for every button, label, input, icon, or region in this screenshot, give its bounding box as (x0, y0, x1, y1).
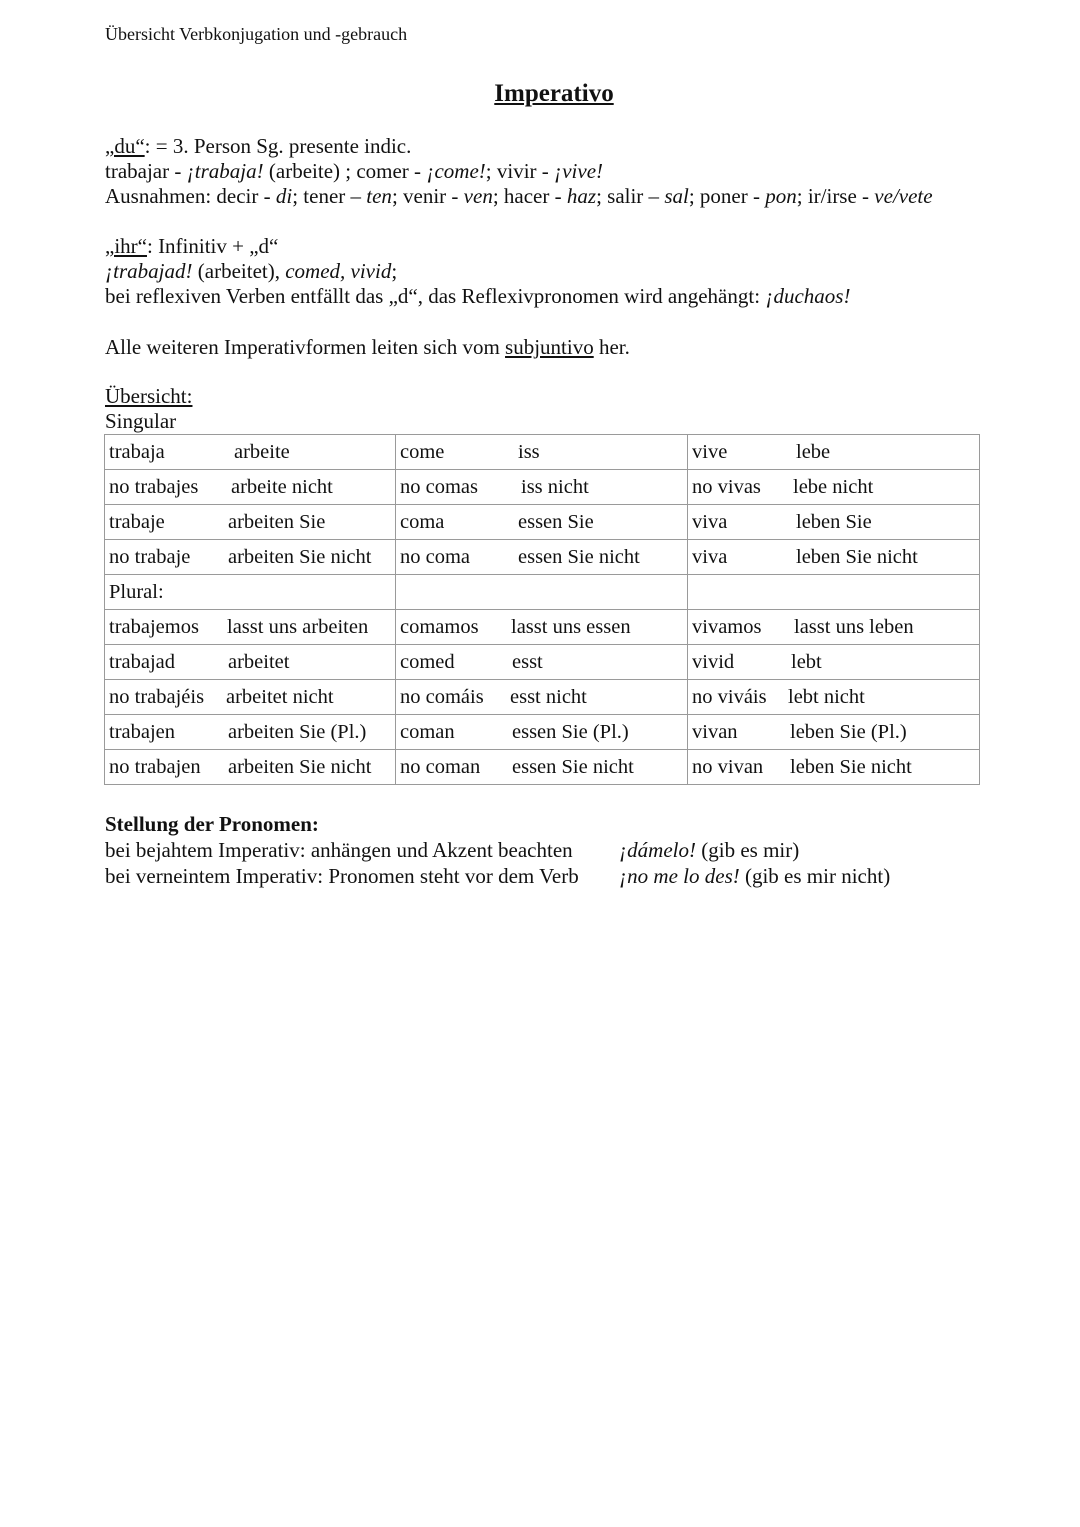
table-cell (105, 645, 396, 680)
spanish-form: vivan (692, 721, 738, 743)
table-cell (688, 435, 980, 470)
table-cell (688, 715, 980, 750)
table-cell (105, 750, 396, 785)
note-text: Alle weiteren Imperativformen leiten sich vom (105, 335, 506, 359)
table-row (105, 610, 980, 645)
negative-rule-row (105, 863, 891, 889)
spanish-form: no vivan (692, 756, 764, 778)
du-label: „du“ (105, 134, 145, 158)
exc-form: ve/vete (874, 184, 933, 208)
overview-labels (105, 384, 192, 434)
affirmative-example-german: (gib es mir) (696, 838, 800, 862)
german-translation: arbeitet nicht (226, 686, 334, 708)
german-translation: arbeite nicht (231, 476, 333, 498)
exc-text: ; tener – (292, 184, 367, 208)
table-cell (688, 750, 980, 785)
spanish-form: no trabaje (109, 546, 191, 568)
german-translation: leben Sie (Pl.) (790, 721, 907, 743)
note-text: her. (593, 335, 630, 359)
table-cell (688, 645, 980, 680)
spanish-form: trabaja (109, 441, 165, 463)
ihr-section (105, 234, 850, 309)
german-translation: essen Sie nicht (512, 756, 634, 778)
table-cell (688, 470, 980, 505)
german-translation: leben Sie (796, 511, 872, 533)
table-cell (396, 470, 688, 505)
du-rule: : = 3. Person Sg. presente indic. (144, 134, 412, 158)
ihr-label: „ihr“ (105, 234, 147, 258)
affirmative-rule-row (105, 837, 800, 863)
german-translation: lebt nicht (788, 686, 865, 708)
spanish-form: vive (692, 441, 728, 463)
table-cell (396, 575, 688, 610)
du-ex-trabaja: ¡trabaja! (186, 159, 264, 183)
german-translation: essen Sie nicht (518, 546, 640, 568)
table-row (105, 470, 980, 505)
negative-rule: bei verneintem Imperativ: Pronomen steht vor dem Verb (105, 864, 579, 888)
exc-form: pon (765, 184, 797, 208)
table-cell (688, 610, 980, 645)
table-cell (396, 610, 688, 645)
ihr-examples-line (105, 259, 850, 284)
ihr-reflexive-line (105, 284, 850, 309)
spanish-form: no trabajéis (109, 686, 205, 708)
table-cell (396, 435, 688, 470)
affirmative-example-spanish: ¡dámelo! (619, 838, 696, 862)
exc-form: di (275, 184, 293, 208)
conjugation-table (104, 434, 980, 785)
plural-label (105, 575, 396, 610)
affirmative-rule: bei bejahtem Imperativ: anhängen und Akzent beachten (105, 838, 573, 862)
table-cell (396, 645, 688, 680)
du-ex-vive: ¡vive! (554, 159, 604, 183)
german-translation: lebe (796, 441, 831, 463)
plural-label-text: Plural: (109, 581, 164, 603)
german-translation: arbeite (234, 441, 290, 463)
table-cell (688, 680, 980, 715)
spanish-form: vivamos (692, 616, 762, 638)
german-translation: leben Sie nicht (790, 756, 912, 778)
exc-form: sal (664, 184, 689, 208)
negative-example-german: (gib es mir nicht) (739, 864, 891, 888)
german-translation: iss (518, 441, 540, 463)
ihr-reflexive-example: ¡duchaos! (765, 284, 851, 308)
ihr-ex-comed-vivid: comed, vivid (285, 259, 392, 283)
german-translation: esst (512, 651, 543, 673)
ihr-ex-trabajad: ¡trabajad! (105, 259, 193, 283)
spanish-form: no trabajes (109, 476, 199, 498)
pronoun-section (105, 811, 891, 889)
table-row (105, 435, 980, 470)
table-cell (688, 540, 980, 575)
singular-label: Singular (105, 409, 177, 433)
ihr-ex-text: (arbeitet), (192, 259, 286, 283)
spanish-form: viva (692, 511, 728, 533)
du-examples-line (105, 159, 933, 184)
spanish-form: viva (692, 546, 728, 568)
spanish-form: vivid (692, 651, 735, 673)
table-row (105, 680, 980, 715)
german-translation: leben Sie nicht (796, 546, 918, 568)
du-ex-come: ¡come! (426, 159, 486, 183)
exc-form: haz (566, 184, 597, 208)
german-translation: lasst uns essen (511, 616, 631, 638)
spanish-form: comamos (400, 616, 479, 638)
german-translation: lasst uns arbeiten (227, 616, 369, 638)
exc-text: ; hacer - (492, 184, 567, 208)
page-title: Imperativo (494, 80, 614, 107)
spanish-form: no trabajen (109, 756, 201, 778)
table-cell (105, 435, 396, 470)
ihr-reflexive-rule: bei reflexiven Verben entfällt das „d“, das Reflexivpronomen wird angehängt: (105, 284, 766, 308)
table-cell (105, 715, 396, 750)
german-translation: arbeiten Sie (228, 511, 326, 533)
table-cell (396, 505, 688, 540)
table-cell (396, 750, 688, 785)
table-cell (396, 540, 688, 575)
spanish-form: no viváis (692, 686, 767, 708)
exc-form: ten (366, 184, 392, 208)
spanish-form: coman (400, 721, 455, 743)
table-cell (105, 505, 396, 540)
du-rule-line (105, 134, 933, 159)
subjuntivo-note (105, 335, 630, 360)
table-row (105, 505, 980, 540)
exc-text: ; salir – (596, 184, 665, 208)
table-cell (105, 470, 396, 505)
du-ex-text: ; vivir - (485, 159, 555, 183)
page-header: Übersicht Verbkonjugation und -gebrauch (105, 24, 408, 44)
spanish-form: no coman (400, 756, 481, 778)
exc-text: ; poner - (688, 184, 766, 208)
ihr-rule-line (105, 234, 850, 259)
spanish-form: trabaje (109, 511, 165, 533)
exc-text: ; venir - (391, 184, 464, 208)
spanish-form: trabajad (109, 651, 176, 673)
german-translation: lebt (791, 651, 822, 673)
spanish-form: no comas (400, 476, 478, 498)
table-row-plural-header (105, 575, 980, 610)
note-subjuntivo: subjuntivo (505, 335, 594, 359)
german-translation: iss nicht (521, 476, 589, 498)
spanish-form: no vivas (692, 476, 761, 498)
spanish-form: no coma (400, 546, 471, 568)
spanish-form: trabajemos (109, 616, 199, 638)
table-cell (396, 715, 688, 750)
spanish-form: trabajen (109, 721, 176, 743)
german-translation: lasst uns leben (794, 616, 914, 638)
german-translation: arbeiten Sie (Pl.) (228, 721, 367, 743)
german-translation: arbeitet (228, 651, 290, 673)
negative-example-spanish: ¡no me lo des! (619, 864, 740, 888)
german-translation: essen Sie (518, 511, 594, 533)
table-cell (688, 505, 980, 540)
exc-text: ; ir/irse - (796, 184, 875, 208)
du-ex-text: (arbeite) ; comer - (263, 159, 427, 183)
table-cell (105, 610, 396, 645)
german-translation: arbeiten Sie nicht (228, 756, 372, 778)
german-translation: essen Sie (Pl.) (512, 721, 629, 743)
ihr-ex-text: ; (391, 259, 398, 283)
spanish-form: no comáis (400, 686, 484, 708)
affirmative-example (619, 837, 799, 863)
table-cell (105, 540, 396, 575)
negative-example (619, 863, 890, 889)
exc-form: ven (463, 184, 493, 208)
german-translation: esst nicht (510, 686, 587, 708)
ihr-rule: : Infinitiv + „d“ (146, 234, 279, 258)
german-translation: lebe nicht (793, 476, 874, 498)
pronoun-heading: Stellung der Pronomen: (105, 812, 319, 836)
spanish-form: come (400, 441, 445, 463)
german-translation: arbeiten Sie nicht (228, 546, 372, 568)
table-cell (688, 575, 980, 610)
table-row (105, 750, 980, 785)
table-cell (396, 680, 688, 715)
exc-text: Ausnahmen: decir - (105, 184, 276, 208)
table-row (105, 540, 980, 575)
overview-label: Übersicht: (105, 384, 193, 408)
table-row (105, 715, 980, 750)
du-section (105, 134, 933, 209)
spanish-form: comed (400, 651, 455, 673)
table-row (105, 645, 980, 680)
du-ex-text: trabajar - (105, 159, 187, 183)
du-exceptions-line (105, 184, 933, 209)
spanish-form: coma (400, 511, 445, 533)
table-cell (105, 680, 396, 715)
